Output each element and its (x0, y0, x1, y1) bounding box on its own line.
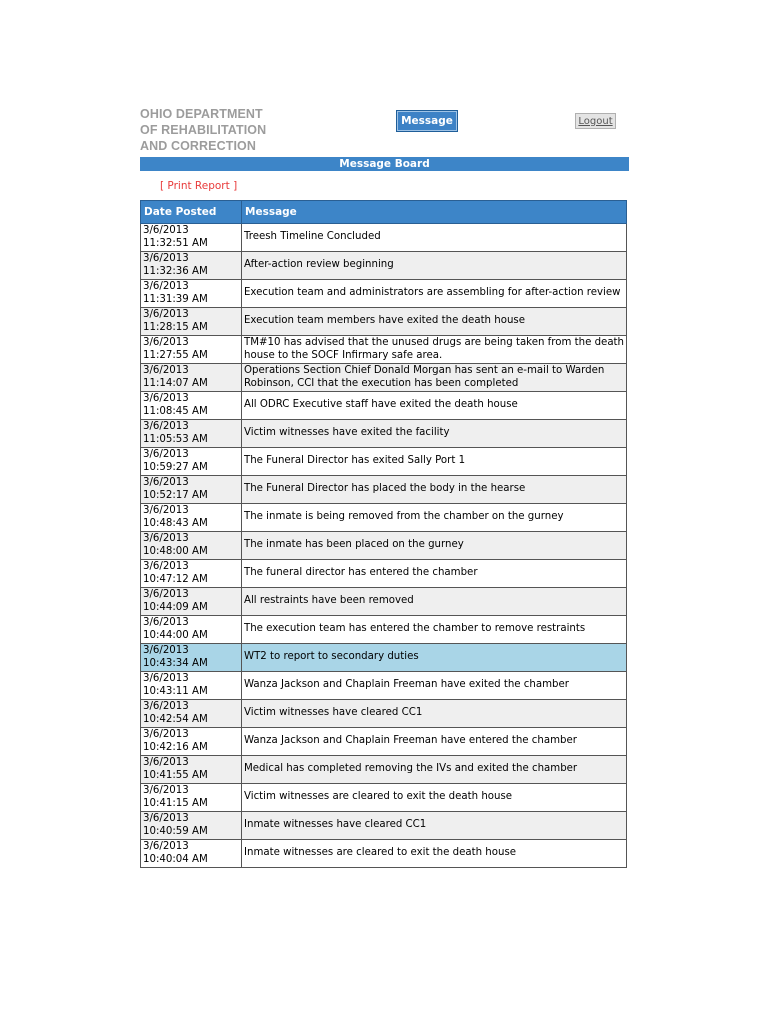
message-cell: Wanza Jackson and Chaplain Freeman have entered the chamber (242, 728, 627, 756)
date-posted-cell (141, 224, 242, 252)
date-posted-cell (141, 336, 242, 364)
date-text: 3/6/2013 (143, 701, 189, 712)
table-row (141, 252, 627, 280)
time-text: 11:32:36 AM (143, 265, 208, 277)
table-row (141, 616, 627, 644)
message-cell: WT2 to report to secondary duties (242, 644, 627, 672)
time-text: 10:41:55 AM (143, 769, 208, 781)
date-text: 3/6/2013 (143, 757, 189, 768)
message-cell: All ODRC Executive staff have exited the death house (242, 392, 627, 420)
date-text: 3/6/2013 (143, 253, 189, 264)
table-row (141, 420, 627, 448)
message-cell: Victim witnesses have cleared CC1 (242, 700, 627, 728)
time-text: 10:42:16 AM (143, 741, 208, 753)
table-row (141, 644, 627, 672)
time-text: 10:44:00 AM (143, 629, 208, 641)
date-text: 3/6/2013 (143, 813, 189, 824)
date-text: 3/6/2013 (143, 225, 189, 236)
table-row (141, 532, 627, 560)
column-header-date: Date Posted (141, 201, 242, 224)
date-text: 3/6/2013 (143, 589, 189, 600)
date-posted-cell (141, 728, 242, 756)
date-posted-cell (141, 672, 242, 700)
message-cell: The execution team has entered the chamber to remove restraints (242, 616, 627, 644)
date-text: 3/6/2013 (143, 561, 189, 572)
message-cell: The inmate is being removed from the chamber on the gurney (242, 504, 627, 532)
date-posted-cell (141, 252, 242, 280)
date-posted-cell (141, 588, 242, 616)
message-cell: Treesh Timeline Concluded (242, 224, 627, 252)
org-line: AND CORRECTION (140, 139, 256, 153)
date-posted-cell (141, 756, 242, 784)
logout-button[interactable]: Logout (575, 113, 616, 129)
time-text: 10:42:54 AM (143, 713, 208, 725)
message-cell: The inmate has been placed on the gurney (242, 532, 627, 560)
date-posted-cell (141, 560, 242, 588)
print-report-link[interactable]: [ Print Report ] (160, 180, 238, 192)
time-text: 11:31:39 AM (143, 293, 208, 305)
time-text: 10:40:04 AM (143, 853, 208, 865)
message-cell: Inmate witnesses have cleared CC1 (242, 812, 627, 840)
table-row (141, 812, 627, 840)
time-text: 10:43:11 AM (143, 685, 208, 697)
date-posted-cell (141, 308, 242, 336)
time-text: 11:27:55 AM (143, 349, 208, 361)
table-row (141, 504, 627, 532)
table-row (141, 840, 627, 868)
table-row (141, 308, 627, 336)
message-cell: The Funeral Director has placed the body in the hearse (242, 476, 627, 504)
date-posted-cell (141, 532, 242, 560)
date-text: 3/6/2013 (143, 645, 189, 656)
date-posted-cell (141, 392, 242, 420)
table-body (141, 224, 627, 868)
date-posted-cell (141, 364, 242, 392)
date-posted-cell (141, 280, 242, 308)
message-cell: Operations Section Chief Donald Morgan has sent an e-mail to Warden Robinson, CCI that the execution has been completed (242, 364, 627, 392)
time-text: 11:08:45 AM (143, 405, 208, 417)
date-text: 3/6/2013 (143, 309, 189, 320)
organization-name (140, 106, 266, 154)
message-cell: All restraints have been removed (242, 588, 627, 616)
date-text: 3/6/2013 (143, 785, 189, 796)
date-text: 3/6/2013 (143, 505, 189, 516)
message-cell: After-action review beginning (242, 252, 627, 280)
table-row (141, 224, 627, 252)
message-cell: Victim witnesses are cleared to exit the death house (242, 784, 627, 812)
date-posted-cell (141, 812, 242, 840)
date-text: 3/6/2013 (143, 729, 189, 740)
time-text: 10:48:00 AM (143, 545, 208, 557)
date-text: 3/6/2013 (143, 477, 189, 488)
time-text: 10:44:09 AM (143, 601, 208, 613)
message-cell: TM#10 has advised that the unused drugs are being taken from the death house to the SOCF Infirmary safe area. (242, 336, 627, 364)
time-text: 10:52:17 AM (143, 489, 208, 501)
table-row (141, 784, 627, 812)
table-row (141, 448, 627, 476)
date-posted-cell (141, 476, 242, 504)
column-header-message: Message (242, 201, 627, 224)
table-row (141, 672, 627, 700)
date-text: 3/6/2013 (143, 617, 189, 628)
date-text: 3/6/2013 (143, 337, 189, 348)
table-row (141, 560, 627, 588)
table-row (141, 364, 627, 392)
table-row (141, 280, 627, 308)
date-text: 3/6/2013 (143, 281, 189, 292)
date-text: 3/6/2013 (143, 533, 189, 544)
date-posted-cell (141, 420, 242, 448)
date-posted-cell (141, 504, 242, 532)
message-button[interactable]: Message (396, 110, 458, 132)
message-cell: Execution team and administrators are assembling for after-action review (242, 280, 627, 308)
table-row (141, 476, 627, 504)
date-text: 3/6/2013 (143, 421, 189, 432)
date-posted-cell (141, 616, 242, 644)
time-text: 10:41:15 AM (143, 797, 208, 809)
date-posted-cell (141, 644, 242, 672)
table-row (141, 700, 627, 728)
table-row (141, 588, 627, 616)
date-text: 3/6/2013 (143, 365, 189, 376)
time-text: 10:40:59 AM (143, 825, 208, 837)
date-text: 3/6/2013 (143, 393, 189, 404)
table-row (141, 336, 627, 364)
org-line: OHIO DEPARTMENT (140, 107, 263, 121)
date-posted-cell (141, 448, 242, 476)
table-header-row (141, 201, 627, 224)
message-board-title: Message Board (140, 157, 629, 171)
message-cell: Inmate witnesses are cleared to exit the death house (242, 840, 627, 868)
date-text: 3/6/2013 (143, 841, 189, 852)
time-text: 10:59:27 AM (143, 461, 208, 473)
message-table (140, 200, 627, 868)
date-text: 3/6/2013 (143, 673, 189, 684)
time-text: 10:47:12 AM (143, 573, 208, 585)
time-text: 11:32:51 AM (143, 237, 208, 249)
time-text: 11:14:07 AM (143, 377, 208, 389)
message-cell: Victim witnesses have exited the facility (242, 420, 627, 448)
time-text: 10:43:34 AM (143, 657, 208, 669)
date-posted-cell (141, 700, 242, 728)
time-text: 11:28:15 AM (143, 321, 208, 333)
table-row (141, 728, 627, 756)
message-cell: Wanza Jackson and Chaplain Freeman have exited the chamber (242, 672, 627, 700)
time-text: 11:05:53 AM (143, 433, 208, 445)
table-row (141, 392, 627, 420)
table-row (141, 756, 627, 784)
date-text: 3/6/2013 (143, 449, 189, 460)
time-text: 10:48:43 AM (143, 517, 208, 529)
org-line: OF REHABILITATION (140, 123, 267, 137)
message-cell: Medical has completed removing the IVs and exited the chamber (242, 756, 627, 784)
message-cell: Execution team members have exited the death house (242, 308, 627, 336)
date-posted-cell (141, 840, 242, 868)
message-cell: The funeral director has entered the chamber (242, 560, 627, 588)
message-cell: The Funeral Director has exited Sally Port 1 (242, 448, 627, 476)
date-posted-cell (141, 784, 242, 812)
